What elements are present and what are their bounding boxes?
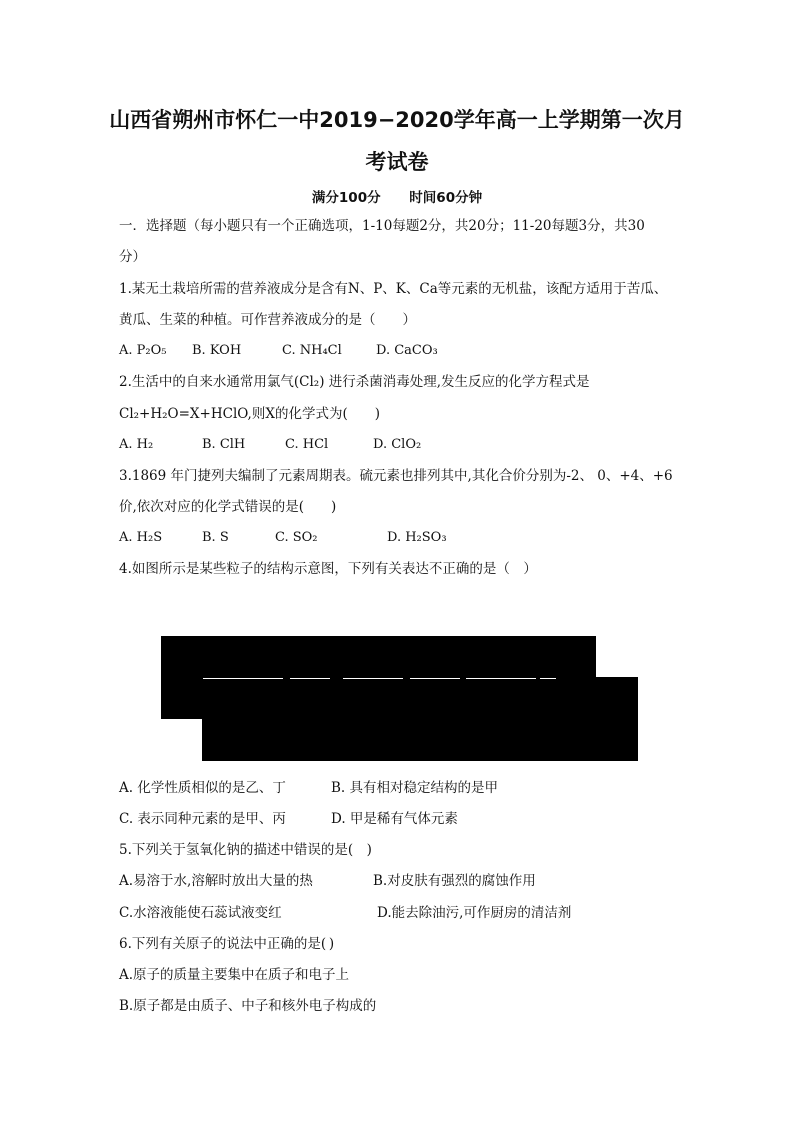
option-a: A. H₂S — [119, 530, 163, 545]
option-c: C. NH₄Cl — [282, 343, 342, 358]
question-3-text: 3.1869 年门捷列夫编制了元素周期表。硫元素也排列其中,其化合价分别为-2、 0、+4、+6 — [119, 468, 673, 484]
figure-line — [343, 678, 403, 679]
figure-line — [540, 678, 556, 679]
option-a: A. H₂ — [119, 437, 154, 452]
time-limit: 时间60分钟 — [409, 190, 483, 206]
option-b: B. 具有相对稳定结构的是甲 — [331, 780, 499, 796]
question-6-option-b: B.原子都是由质子、中子和核外电子构成的 — [119, 998, 377, 1014]
figure-line — [203, 678, 283, 679]
option-c: C.水溶液能使石蕊试液变红 — [119, 905, 282, 921]
option-d: D. 甲是稀有气体元素 — [331, 811, 458, 827]
figure-line — [410, 678, 460, 679]
question-1-text: 1.某无土栽培所需的营养液成分是含有N、P、K、Ca等元素的无机盐，该配方适用于苦瓜、 — [119, 281, 668, 297]
question-6-option-a: A.原子的质量主要集中在质子和电子上 — [119, 967, 350, 983]
option-d: D. CaCO₃ — [376, 343, 438, 358]
option-c: C. 表示同种元素的是甲、丙 — [119, 811, 286, 827]
section-heading: 一．选择题（每小题只有一个正确选项，1-10每题2分，共20分；11-20每题3分，共30 — [119, 218, 645, 234]
question-2-text-cont: Cl₂+H₂O=X+HClO,则X的化学式为( ) — [119, 406, 380, 422]
option-d: D. ClO₂ — [373, 437, 422, 452]
option-a: A.易溶于水,溶解时放出大量的热 — [119, 873, 313, 889]
option-b: B. S — [202, 530, 229, 545]
question-5-text: 5.下列关于氢氧化钠的描述中错误的是( ) — [119, 842, 372, 858]
figure-block-right — [596, 677, 638, 761]
option-c: C. SO₂ — [275, 530, 318, 545]
exam-info — [100, 186, 694, 206]
figure-line — [290, 678, 330, 679]
full-score: 满分100分 — [311, 190, 381, 206]
option-c: C. HCl — [285, 437, 329, 452]
figure-block-bottom — [202, 719, 596, 761]
question-6-text: 6.下列有关原子的说法中正确的是( ) — [119, 936, 335, 952]
option-d: D.能去除油污,可作厨房的清洁剂 — [377, 905, 572, 921]
exam-title-line2: 考试卷 — [365, 150, 429, 174]
option-d: D. H₂SO₃ — [387, 530, 447, 545]
option-a: A. P₂O₅ — [119, 343, 167, 358]
option-b: B.对皮肤有强烈的腐蚀作用 — [373, 873, 536, 889]
figure-line — [466, 678, 536, 679]
exam-title-line1: 山西省朔州市怀仁一中2019−2020学年高一上学期第一次月 — [109, 108, 685, 132]
option-b: B. ClH — [202, 437, 246, 452]
question-4-text: 4.如图所示是某些粒子的结构示意图，下列有关表达不正确的是（ ） — [119, 561, 537, 577]
section-heading-cont: 分） — [119, 249, 146, 265]
question-2-text: 2.生活中的自来水通常用氯气(Cl₂) 进行杀菌消毒处理,发生反应的化学方程式是 — [119, 374, 590, 390]
question-1-text-cont: 黄瓜、生菜的种植。可作营养液成分的是（ ） — [119, 312, 416, 328]
option-b: B. KOH — [192, 343, 242, 358]
option-a: A. 化学性质相似的是乙、丁 — [119, 780, 286, 796]
question-3-text-cont: 价,依次对应的化学式错误的是( ) — [119, 499, 337, 515]
